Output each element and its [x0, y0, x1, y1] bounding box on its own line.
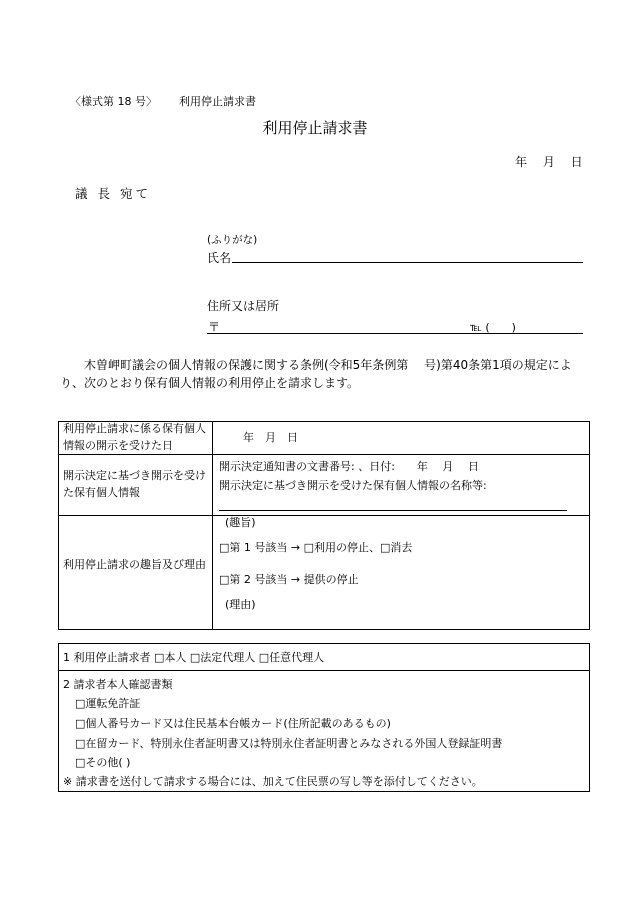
box-divider — [58, 670, 590, 671]
table-row-label: 開示決定に基づき開示を受けた保有個人情報 — [63, 469, 206, 499]
id-doc-option[interactable]: □個人番号カード又は住民基本台帳カード(住所記載のあるもの) — [75, 717, 391, 730]
reason-label: (理由) — [225, 598, 256, 611]
id-doc-option[interactable]: □その他( ) — [75, 756, 131, 769]
notice-number-line[interactable]: 開示決定通知書の文書番号: 、日付: 年 月 日 — [219, 460, 479, 473]
tel-label: ℡ ( ) — [470, 321, 516, 334]
note-text: ※ 請求書を送付して請求する場合には、加えて住民票の写し等を添付してください。 — [63, 775, 483, 788]
intro-paragraph: 木曽岬町議会の個人情報の保護に関する条例(令和5年条例第 号)第40条第1項の規定により、次のとおり保有個人情報の利用停止を請求します。 — [60, 358, 572, 390]
id-doc-option[interactable]: □在留カード、特別永住者証明書又は特別永住者証明書とみなされる外国人登録証明書 — [75, 737, 503, 750]
info-name-field-line[interactable] — [219, 510, 567, 511]
name-label: 氏名 — [207, 251, 232, 265]
form-name: 利用停止請求書 — [179, 95, 256, 108]
table-column-divider — [212, 421, 213, 629]
address-field-line[interactable] — [207, 333, 583, 334]
form-number: 〈様式第 18 号〉 利用停止請求書 — [70, 95, 256, 108]
disclosure-date-value[interactable]: 年 月 日 — [243, 431, 298, 444]
requester-type-line[interactable]: 1 利用停止請求者 □本人 □法定代理人 □任意代理人 — [63, 651, 325, 664]
furigana-label: (ふりがな) — [207, 234, 258, 246]
purpose-label: (趣旨) — [225, 516, 256, 529]
table-row-divider — [58, 454, 590, 455]
purpose-option-1[interactable]: □第 1 号該当 → □利用の停止、□消去 — [219, 541, 413, 554]
info-name-line[interactable]: 開示決定に基づき開示を受けた保有個人情報の名称等: — [219, 479, 487, 492]
postal-mark: 〒 — [208, 320, 221, 334]
date-field: 年 月 日 — [515, 155, 583, 169]
id-docs-heading: 2 請求者本人確認書類 — [63, 678, 173, 691]
name-field-line[interactable] — [232, 262, 583, 263]
addressee: 議 長 宛て — [75, 186, 151, 201]
table-row-label: 利用停止請求の趣旨及び理由 — [63, 558, 206, 571]
purpose-option-2[interactable]: □第 2 号該当 → 提供の停止 — [219, 573, 359, 586]
id-doc-option[interactable]: □運転免許証 — [75, 697, 141, 710]
table-row-divider — [58, 515, 590, 516]
table-row-label: 利用停止請求に係る保有個人情報の開示を受けた日 — [63, 422, 206, 452]
page-title: 利用停止請求書 — [262, 119, 368, 137]
address-label: 住所又は居所 — [207, 299, 280, 313]
